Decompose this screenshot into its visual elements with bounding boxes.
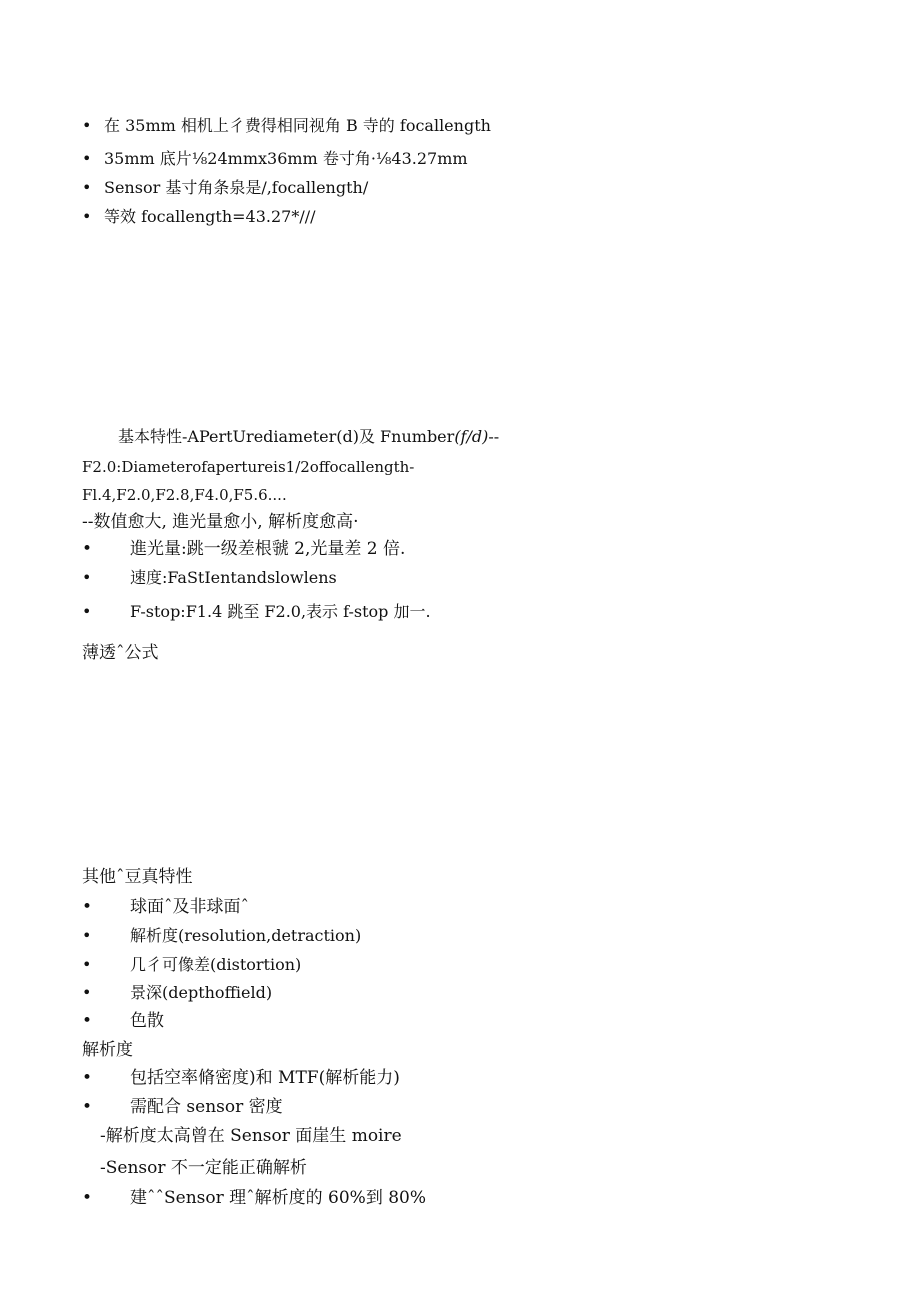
text-line: F2.0:Diameterofapertureis1/2offocallength- [82,458,415,476]
list-item [82,1070,400,1087]
heading-main: 基本特性-APertUrediameter(d)及 Fnumber [118,427,455,446]
list-item-text: 在 35mm 相机上彳费得相同视角 B 寺的 focallength [104,116,491,135]
bullet-icon: • [82,178,92,197]
bullet-icon: • [82,1068,93,1088]
list-item [82,1013,164,1030]
list-item [82,928,361,944]
list-item [82,570,337,586]
section-heading: 其他ˆ豆真特性 [82,867,193,887]
list-item-text: 建ˆˆSensor 理ˆ解析度的 60%到 80% [130,1188,427,1208]
sub-line: -Sensor 不一定能正确解析 [100,1158,307,1178]
bullet-icon: • [82,897,93,917]
list-item-text: Sensor 基寸角条泉是/,focallength/ [104,178,369,197]
list-item-text: 几彳可像差(distortion) [130,955,302,974]
section-heading: 解析度 [82,1040,133,1060]
bullet-icon: • [82,568,92,587]
text-line: --数值愈大, 進光量愈小, 解析度愈高· [82,512,359,532]
text-line: Fl.4,F2.0,F2.8,F4.0,F5.6.... [82,486,287,504]
bullet-icon: • [82,983,92,1002]
list-item-text: 進光量:跳一级差根虢 2,光量差 2 倍. [130,539,406,559]
list-item-text: 包括空率脩密度)和 MTF(解析能力) [130,1068,400,1088]
list-item [82,151,468,167]
list-item-text: 35mm 底片⅛24mmx36mm 卷寸角·⅛43.27mm [104,149,468,168]
list-item [82,180,368,196]
list-item-text: 球面ˆ及非球面ˆ [130,897,249,917]
list-item-text: 色散 [130,1011,164,1031]
bullet-icon: • [82,116,92,135]
list-item [82,899,249,916]
list-item [82,541,405,558]
bullet-icon: • [82,1097,93,1117]
list-item [82,604,431,620]
list-item [82,957,301,973]
list-item-text: 速度:FaStIentandslowlens [130,568,337,587]
bullet-icon: • [82,602,92,621]
bullet-icon: • [82,926,92,945]
list-item [82,985,272,1001]
section-heading: 薄透ˆ公式 [82,643,159,663]
heading-italic: (f/d) [454,427,489,446]
list-item-text: 需配合 sensor 密度 [130,1097,283,1117]
list-item-text: 解析度(resolution,detraction) [130,926,362,945]
bullet-icon: • [82,539,93,559]
list-item-text: 景深(depthoffield) [130,983,273,1002]
bullet-icon: • [82,955,92,974]
bullet-icon: • [82,207,92,226]
list-item-text: 等效 focallength=43.27*/// [104,207,316,226]
list-item-text: F-stop:F1.4 跳至 F2.0,表示 f-stop 加一. [130,602,431,621]
bullet-icon: • [82,149,92,168]
list-item [82,1190,426,1207]
list-item [82,209,316,225]
section-heading [118,429,499,445]
list-item [82,1099,283,1116]
list-item [82,118,491,134]
bullet-icon: • [82,1188,93,1208]
bullet-icon: • [82,1011,93,1031]
sub-line: -解析度太高曾在 Sensor 面崖生 moire [100,1126,402,1146]
heading-tail: -- [488,427,500,446]
